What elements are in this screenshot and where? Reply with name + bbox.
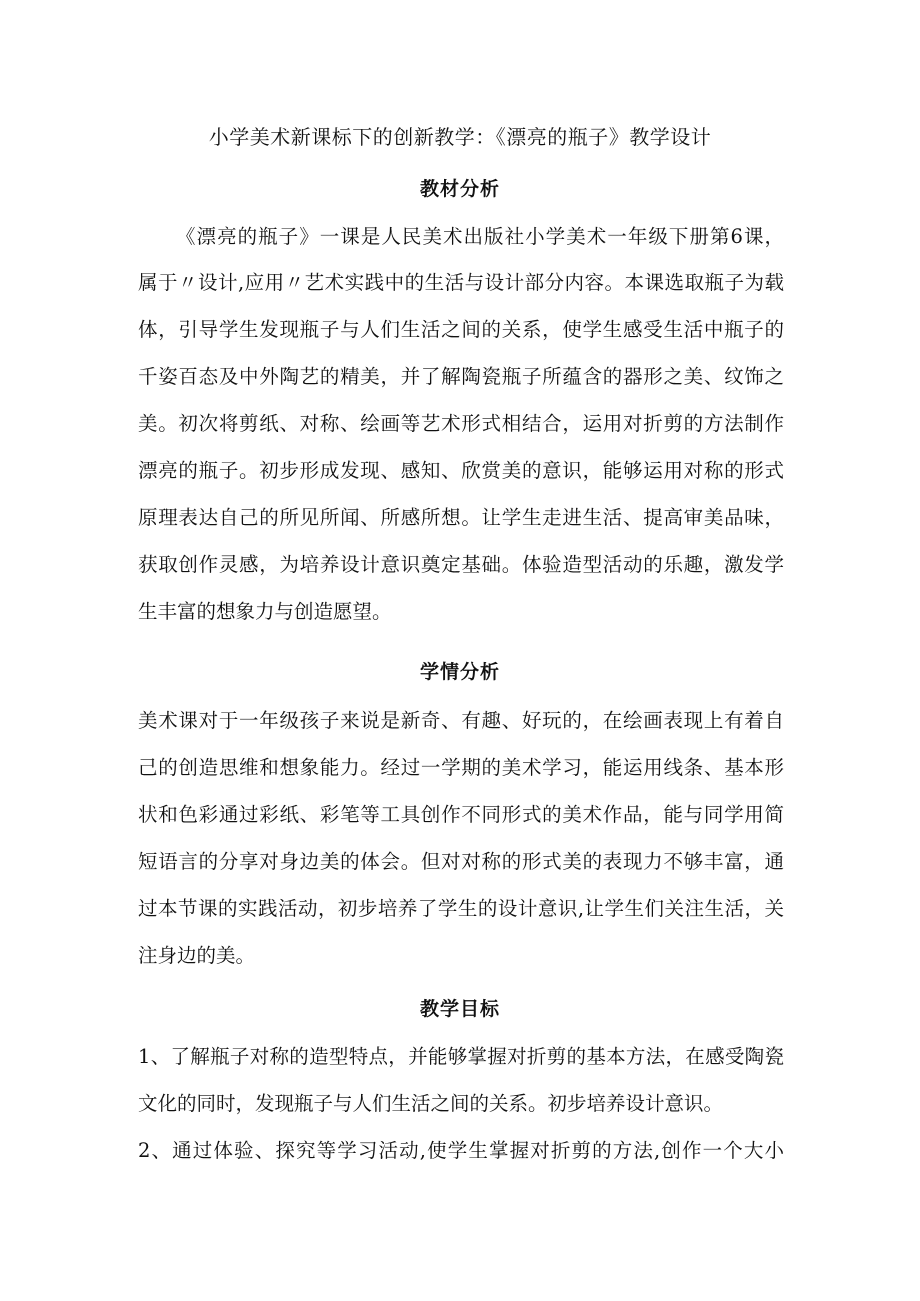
- paragraph-line: 1、了解瓶子对称的造型特点，并能够掌握对折剪的基本方法，在感受陶瓷: [138, 1045, 784, 1068]
- paragraph-line: 状和色彩通过彩纸、彩笔等工具创作不同形式的美术作品，能与同学用简: [138, 803, 784, 826]
- section-heading-teaching-goals: 教学目标: [419, 998, 500, 1020]
- paragraph-line: 生丰富的想象力与创造愿望。: [138, 600, 392, 623]
- paragraph-line: 己的创造思维和想象能力。经过一学期的美术学习，能运用线条、基本形: [138, 756, 784, 779]
- document-title: 小学美术新课标下的创新教学：《漂亮的瓶子》教学设计: [208, 125, 712, 149]
- paragraph-line: 文化的同时，发现瓶子与人们生活之间的关系。初步培养设计意识。: [138, 1092, 724, 1115]
- section-heading-textbook-analysis: 教材分析: [419, 178, 500, 200]
- paragraph-line: 美。初次将剪纸、对称、绘画等艺术形式相结合，运用对折剪的方法制作: [138, 412, 784, 435]
- paragraph-line: 《漂亮的瓶子》一课是人民美术出版社小学美术一年级下册第6课，: [176, 225, 784, 248]
- paragraph-line: 2、通过体验、探究等学习活动,使学生掌握对折剪的方法,创作一个大小: [138, 1139, 784, 1162]
- paragraph-line: 注身边的美。: [138, 944, 256, 967]
- paragraph-line: 过本节课的实践活动，初步培养了学生的设计意识,让学生们关注生活，关: [138, 897, 784, 920]
- section-heading-student-analysis: 学情分析: [419, 661, 500, 683]
- paragraph-line: 获取创作灵感，为培养设计意识奠定基础。体验造型活动的乐趣，激发学: [138, 553, 784, 576]
- paragraph-line: 漂亮的瓶子。初步形成发现、感知、欣赏美的意识，能够运用对称的形式: [138, 459, 784, 482]
- paragraph-line: 千姿百态及中外陶艺的精美，并了解陶瓷瓶子所蕴含的器形之美、纹饰之: [138, 365, 784, 388]
- paragraph-line: 短语言的分享对身边美的体会。但对对称的形式美的表现力不够丰富，通: [138, 850, 784, 873]
- paragraph-line: 美术课对于一年级孩子来说是新奇、有趣、好玩的，在绘画表现上有着自: [138, 709, 784, 732]
- paragraph-line: 属于〃设计,应用〃艺术实践中的生活与设计部分内容。本课选取瓶子为载: [138, 271, 784, 294]
- paragraph-line: 原理表达自己的所见所闻、所感所想。让学生走进生活、提高审美品味，: [138, 506, 784, 529]
- paragraph-line: 体，引导学生发现瓶子与人们生活之间的关系，使学生感受生活中瓶子的: [138, 318, 784, 341]
